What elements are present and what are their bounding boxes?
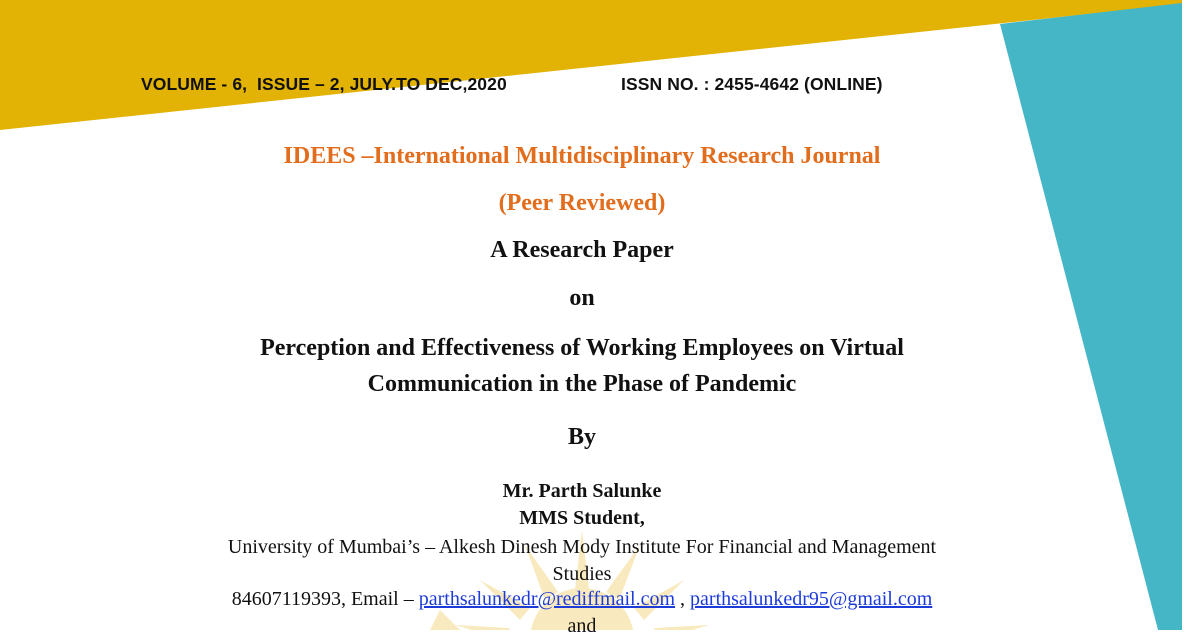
paper-title-line-1: Perception and Effectiveness of Working Employees on Virtual: [260, 335, 904, 361]
author-name: Mr. Parth Salunke: [502, 480, 662, 502]
on-label: on: [569, 285, 595, 311]
author-contact: [140, 588, 1024, 611]
issn-label: ISSN NO. : 2455-4642 (ONLINE): [621, 74, 883, 94]
paper-title-line-2: Communication in the Phase of Pandemic: [367, 371, 797, 397]
journal-title: IDEES –International Multidisciplinary Research Journal: [283, 143, 881, 169]
by-label: By: [567, 424, 596, 450]
email-link-gmail[interactable]: parthsalunkedr95@gmail.com: [690, 588, 933, 610]
affiliation-line-1: University of Mumbai’s – Alkesh Dinesh Mody Institute For Financial and Management: [227, 536, 937, 558]
author-role: MMS Student,: [519, 507, 645, 529]
email-separator: ,: [675, 588, 691, 610]
volume-issue-label: VOLUME - 6, ISSUE – 2, JULY.TO DEC,2020: [141, 74, 507, 94]
paper-title: [140, 330, 1024, 402]
paper-type: A Research Paper: [490, 237, 674, 263]
and-label: and: [567, 615, 597, 637]
phone-and-email-label: 84607119393, Email –: [231, 588, 419, 610]
email-link-rediffmail[interactable]: parthsalunkedr@rediffmail.com: [418, 588, 676, 610]
affiliation-line-2: Studies: [552, 563, 612, 585]
peer-reviewed-label: (Peer Reviewed): [498, 190, 666, 216]
author-affiliation: [140, 534, 1024, 588]
